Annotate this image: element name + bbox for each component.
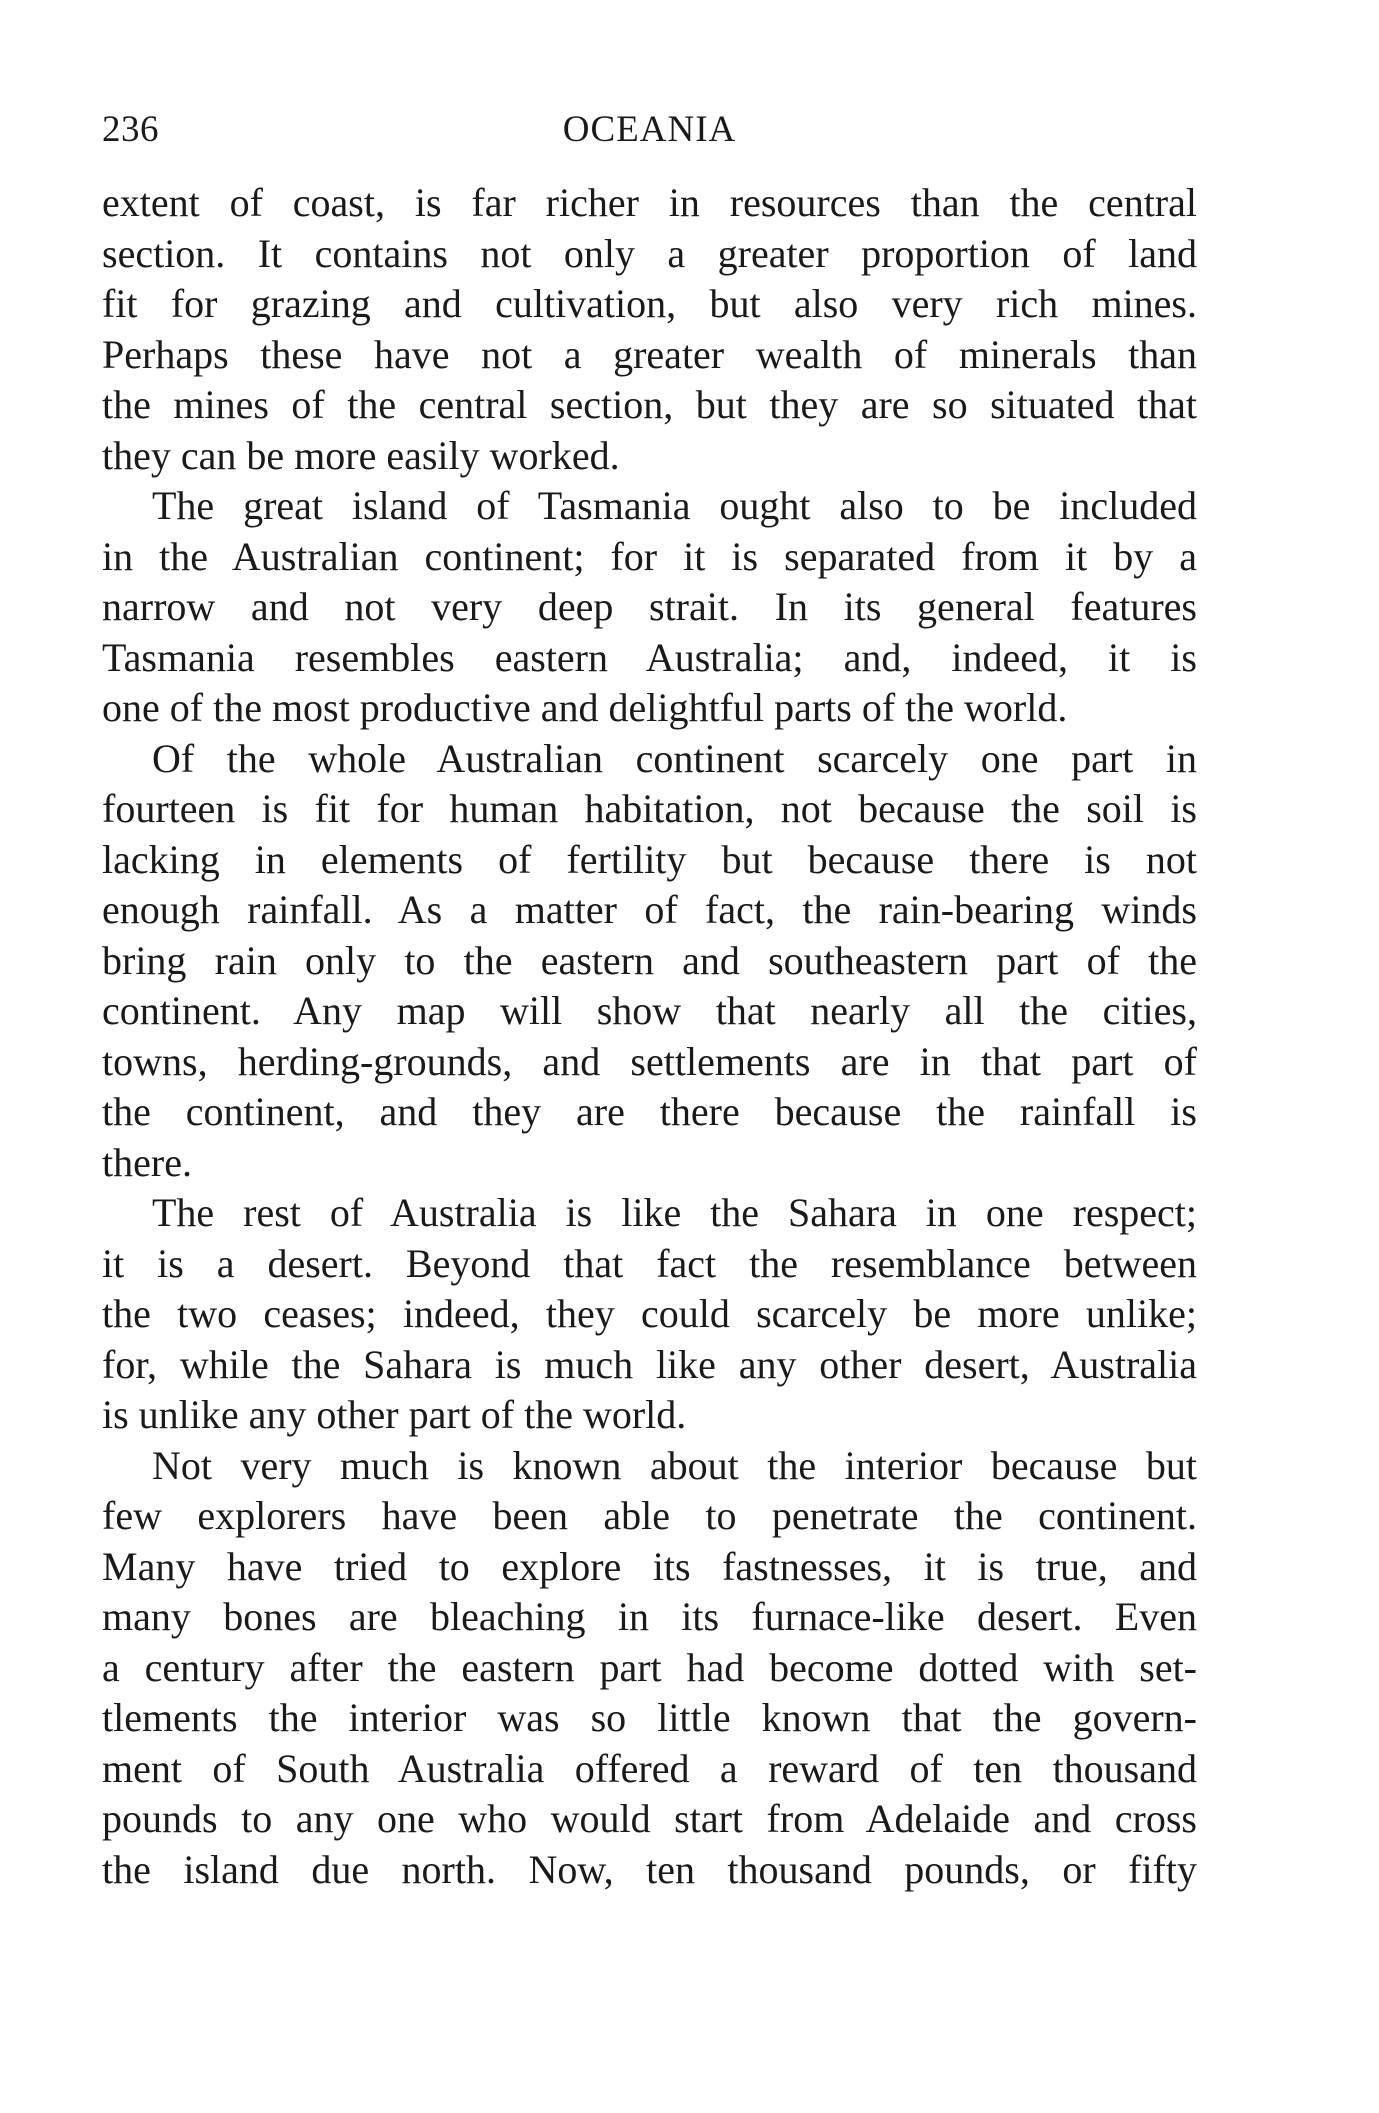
page-header	[102, 100, 1197, 160]
paragraph	[102, 1188, 1197, 1441]
text-line: a century after the eastern part had become dotted with set-	[102, 1644, 1197, 1690]
text-line: Many have tried to explore its fastnesses, it is true, and	[102, 1543, 1197, 1589]
text-line: bring rain only to the eastern and southeastern part of the	[102, 937, 1197, 983]
text-line: The great island of Tasmania ought also to be included	[152, 483, 1197, 528]
text-line: they can be more easily worked.	[102, 432, 620, 478]
text-line: for, while the Sahara is much like any other desert, Australia	[102, 1341, 1197, 1387]
paragraph	[102, 178, 1197, 481]
text-line: lacking in elements of fertility but because there is not	[102, 836, 1197, 882]
text-line: one of the most productive and delightful parts of the world.	[102, 685, 1068, 730]
text-line: the island due north. Now, ten thousand pounds, or fifty	[102, 1846, 1197, 1892]
text-line: Of the whole Australian continent scarcely one part in	[152, 735, 1197, 781]
text-line: in the Australian continent; for it is separated from it by a	[102, 533, 1197, 579]
text-line: Tasmania resembles eastern Australia; and, indeed, it is	[102, 634, 1197, 680]
text-line: few explorers have been able to penetrate the continent.	[102, 1493, 1197, 1538]
text-line: the two ceases; indeed, they could scarcely be more unlike;	[102, 1291, 1197, 1336]
text-line: tlements the interior was so little known that the govern-	[102, 1695, 1197, 1740]
text-line: many bones are bleaching in its furnace-like desert. Even	[102, 1594, 1197, 1639]
text-line: section. It contains not only a greater proportion of land	[102, 230, 1197, 276]
text-line: enough rainfall. As a matter of fact, the rain-bearing winds	[102, 887, 1197, 932]
paragraph	[102, 481, 1197, 734]
text-line: The rest of Australia is like the Sahara in one respect;	[152, 1190, 1197, 1235]
text-line: Not very much is known about the interior because but	[152, 1442, 1197, 1488]
text-line: it is a desert. Beyond that fact the resemblance between	[102, 1240, 1197, 1286]
text-line: Perhaps these have not a greater wealth of minerals than	[102, 331, 1197, 377]
paragraph	[102, 1441, 1197, 1896]
text-line: fourteen is fit for human habitation, not because the soil is	[102, 786, 1197, 831]
text-line: extent of coast, is far richer in resources than the central	[102, 180, 1197, 225]
text-line: there.	[102, 1139, 192, 1185]
text-line: pounds to any one who would start from Adelaide and cross	[102, 1796, 1197, 1841]
text-line: fit for grazing and cultivation, but also very rich mines.	[102, 281, 1197, 326]
body-text	[102, 178, 1197, 1895]
page-number: 236	[102, 109, 159, 150]
text-line: towns, herding-grounds, and settlements are in that part of	[102, 1038, 1197, 1084]
running-title: OCEANIA	[562, 109, 737, 150]
text-line: the mines of the central section, but they are so situated that	[102, 382, 1197, 427]
paragraph	[102, 734, 1197, 1189]
text-line: narrow and not very deep strait. In its general features	[102, 584, 1197, 629]
text-line: ment of South Australia offered a reward of ten thousand	[102, 1745, 1197, 1791]
text-line: continent. Any map will show that nearly all the cities,	[102, 988, 1197, 1033]
text-line: the continent, and they are there because the rainfall is	[102, 1089, 1197, 1134]
text-line: is unlike any other part of the world.	[102, 1392, 687, 1437]
